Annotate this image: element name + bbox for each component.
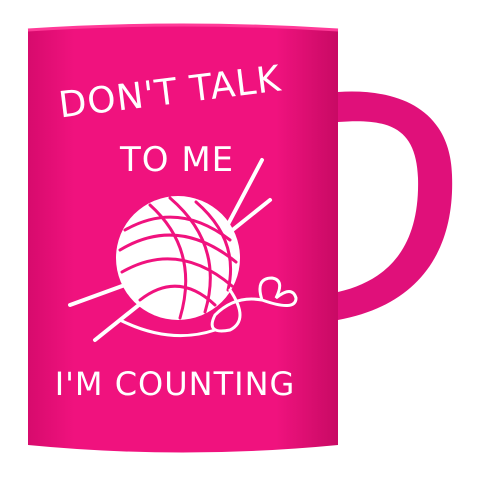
slogan-line-3: I'M COUNTING xyxy=(54,365,296,403)
slogan-line-2: TO ME xyxy=(120,140,235,180)
slogan-line-1: DON'T TALK xyxy=(56,58,284,127)
mug-handle xyxy=(338,92,452,320)
